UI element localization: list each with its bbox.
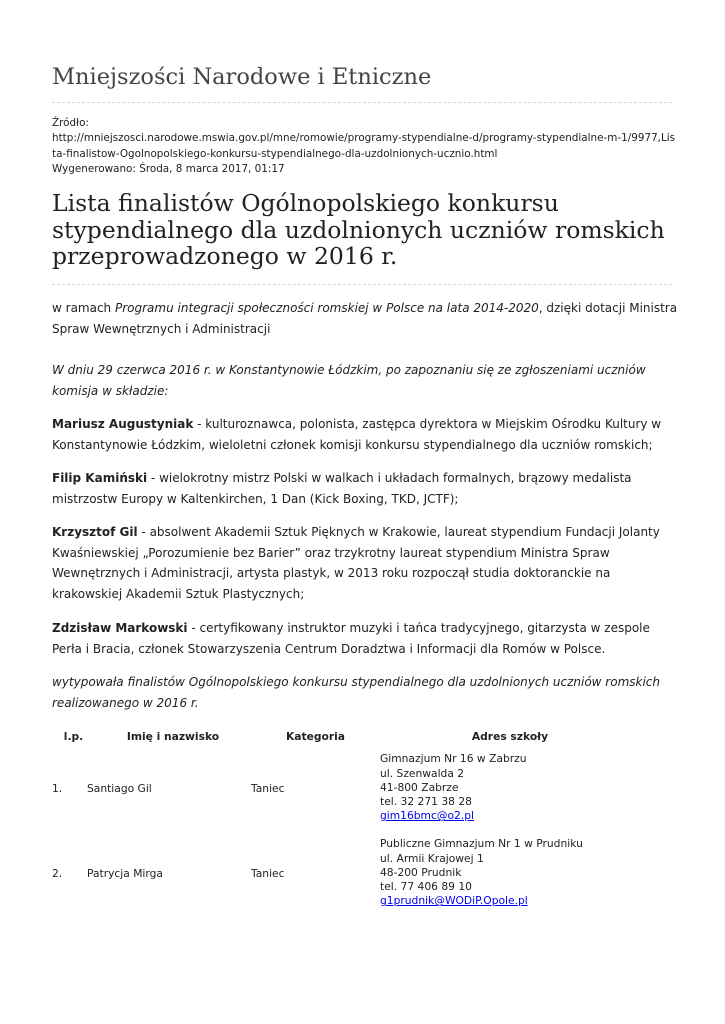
- table-row: [52, 830, 640, 916]
- intro-suffix: , dzięki dotacji Ministra Spraw Wewnętrznych i Administracji: [52, 301, 678, 336]
- finalist-name: Patrycja Mirga: [87, 866, 163, 880]
- column-header-name: Imię i nazwisko: [126, 729, 220, 743]
- member-description: - absolwent Akademii Sztuk Pięknych w Krakowie, laureat stypendium Fundacji Jolanty Kwaśniewskiej „Porozumienie bez Barier” oraz trzykrotny laureat stypendium Ministra Spraw Wewnętrznych i Administracji, artysta plastyk, w 2013 roku rozpoczął studia doktoranckie na krakowskiej Akademii Sztuk Plastycznych;: [52, 525, 660, 601]
- member-description: - kulturoznawca, polonista, zastępca dyrektora w Miejskim Ośrodku Kultury w Konstantynowie Łódzkim, wieloletni członek komisji konkursu stypendialnego dla uczniów romskich;: [52, 417, 662, 452]
- commission-intro: W dniu 29 czerwca 2016 r. w Konstantynowie Łódzkim, po zapoznaniu się ze zgłoszeniami uczniów komisja w składzie:: [52, 363, 646, 398]
- finalist-name: Santiago Gil: [87, 781, 152, 795]
- member-name: Zdzisław Markowski: [52, 621, 188, 635]
- divider: [52, 284, 672, 285]
- address-line: ul. Szenwalda 2: [380, 766, 465, 780]
- member-paragraph: [52, 522, 678, 604]
- program-name: Programu integracji społeczności romskiej w Polsce na lata 2014-2020: [114, 301, 539, 315]
- table-header-row: [52, 726, 640, 746]
- selection-intro: wytypowała finalistów Ogólnopolskiego konkursu stypendialnego dla uzdolnionych uczniów romskich realizowanego w 2016 r.: [52, 675, 660, 710]
- cell-lp: 2.: [52, 866, 63, 880]
- cell-name: [87, 746, 251, 830]
- cell-name: [87, 830, 251, 916]
- address-line: 48-200 Prudnik: [380, 865, 462, 879]
- address-line: ul. Armii Krajowej 1: [380, 851, 484, 865]
- divider: [52, 102, 672, 103]
- intro-prefix: w ramach: [52, 301, 115, 315]
- address-line: Gimnazjum Nr 16 w Zabrzu: [380, 752, 527, 766]
- member-name: Krzysztof Gil: [52, 525, 138, 539]
- member-description: - certyfikowany instruktor muzyki i tańca tradycyjnego, gitarzysta w zespole Perła i Bracia, członek Stowarzyszenia Centrum Doradztwa i Informacji dla Romów w Polsce.: [52, 621, 650, 656]
- member-paragraph: [52, 618, 678, 659]
- source-label: Źródło:: [52, 117, 89, 129]
- column-header-category: Kategoria: [286, 729, 345, 743]
- column-header-lp: l.p.: [63, 729, 84, 743]
- source-block: [52, 116, 677, 177]
- cell-lp: 1.: [52, 781, 63, 795]
- document-title: Lista finalistów Ogólnopolskiego konkursu stypendialnego dla uzdolnionych uczniów romskich przeprowadzonego w 2016 r.: [52, 189, 665, 270]
- address-line: tel. 32 271 38 28: [380, 795, 472, 809]
- school-address: [380, 752, 640, 823]
- intro-paragraph: [52, 298, 678, 339]
- member-name: Mariusz Augustyniak: [52, 417, 194, 431]
- column-header-address: Adres szkoły: [471, 729, 549, 743]
- table-row: [52, 746, 640, 830]
- address-line: tel. 77 406 89 10: [380, 880, 472, 894]
- school-email-link[interactable]: gim16bmc@o2.pl: [380, 809, 475, 823]
- member-name: Filip Kamiński: [52, 471, 148, 485]
- cell-category: Taniec: [251, 781, 285, 795]
- cell-category: Taniec: [251, 866, 285, 880]
- source-url[interactable]: http://mniejszosci.narodowe.mswia.gov.pl/mne/romowie/programy-stypendialne-d/programy-stypendialne-m-1/9977,Lista-finalistow-Ogolnopolskiego-konkursu-stypendialnego-dla-uzdolnionych-ucznio.html: [52, 132, 676, 160]
- school-email-link[interactable]: g1prudnik@WODiP.Opole.pl: [380, 894, 528, 908]
- generated-date: Wygenerowano: Środa, 8 marca 2017, 01:17: [52, 162, 285, 175]
- member-paragraph: [52, 468, 678, 509]
- finalists-table: [52, 726, 640, 916]
- site-title: Mniejszości Narodowe i Etniczne: [52, 64, 432, 90]
- school-address: [380, 837, 640, 908]
- address-line: Publiczne Gimnazjum Nr 1 w Prudniku: [380, 837, 583, 851]
- member-description: - wielokrotny mistrz Polski w walkach i układach formalnych, brązowy medalista mistrzostw Europy w Kaltenkirchen, 1 Dan (Kick Boxing, TKD, JCTF);: [52, 471, 632, 506]
- cell-address: [380, 746, 640, 830]
- member-paragraph: [52, 414, 678, 455]
- cell-address: [380, 830, 640, 916]
- address-line: 41-800 Zabrze: [380, 780, 459, 794]
